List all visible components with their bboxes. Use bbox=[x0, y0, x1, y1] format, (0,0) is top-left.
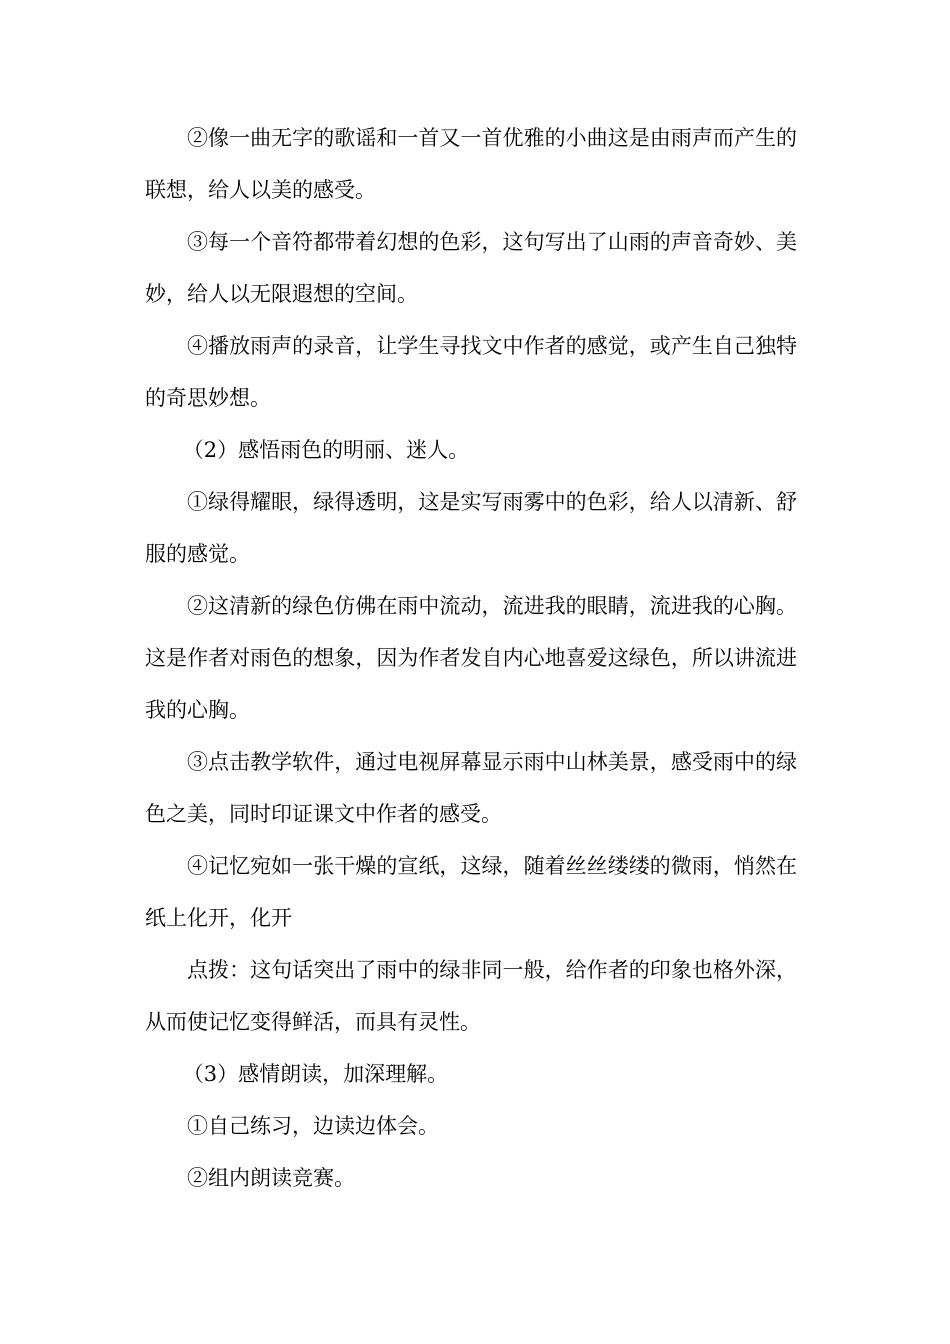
paragraph: ④记忆宛如一张干燥的宣纸，这绿，随着丝丝缕缕的微雨，悄然在纸上化开，化开 bbox=[145, 854, 797, 930]
paragraph: ②这清新的绿色仿佛在雨中流动，流进我的眼睛，流进我的心胸。这是作者对雨色的想象，因为作者发自内心地喜爱这绿色，所以讲流进我的心胸。 bbox=[145, 594, 797, 722]
paragraph: ①自己练习，边读边体会。 bbox=[187, 1114, 439, 1138]
paragraph: 点拨：这句话突出了雨中的绿非同一般，给作者的印象也格外深，从而使记忆变得鲜活，而具有灵性。 bbox=[145, 958, 797, 1034]
section-heading: （3）感情朗读，加深理解。 bbox=[182, 1062, 449, 1086]
paragraph: ①绿得耀眼，绿得透明，这是实写雨雾中的色彩，给人以清新、舒服的感觉。 bbox=[145, 490, 797, 566]
document-body bbox=[145, 112, 797, 1204]
paragraph: ②组内朗读竞赛。 bbox=[187, 1166, 355, 1190]
paragraph: ④播放雨声的录音，让学生寻找文中作者的感觉，或产生自己独特的奇思妙想。 bbox=[145, 334, 797, 410]
paragraph: ③点击教学软件，通过电视屏幕显示雨中山林美景，感受雨中的绿色之美，同时印证课文中作者的感受。 bbox=[145, 750, 797, 826]
paragraph: ②像一曲无字的歌谣和一首又一首优雅的小曲这是由雨声而产生的联想，给人以美的感受。 bbox=[145, 126, 797, 202]
section-heading: （2）感悟雨色的明丽、迷人。 bbox=[182, 438, 470, 462]
paragraph: ③每一个音符都带着幻想的色彩，这句写出了山雨的声音奇妙、美妙，给人以无限遐想的空间。 bbox=[145, 230, 797, 306]
